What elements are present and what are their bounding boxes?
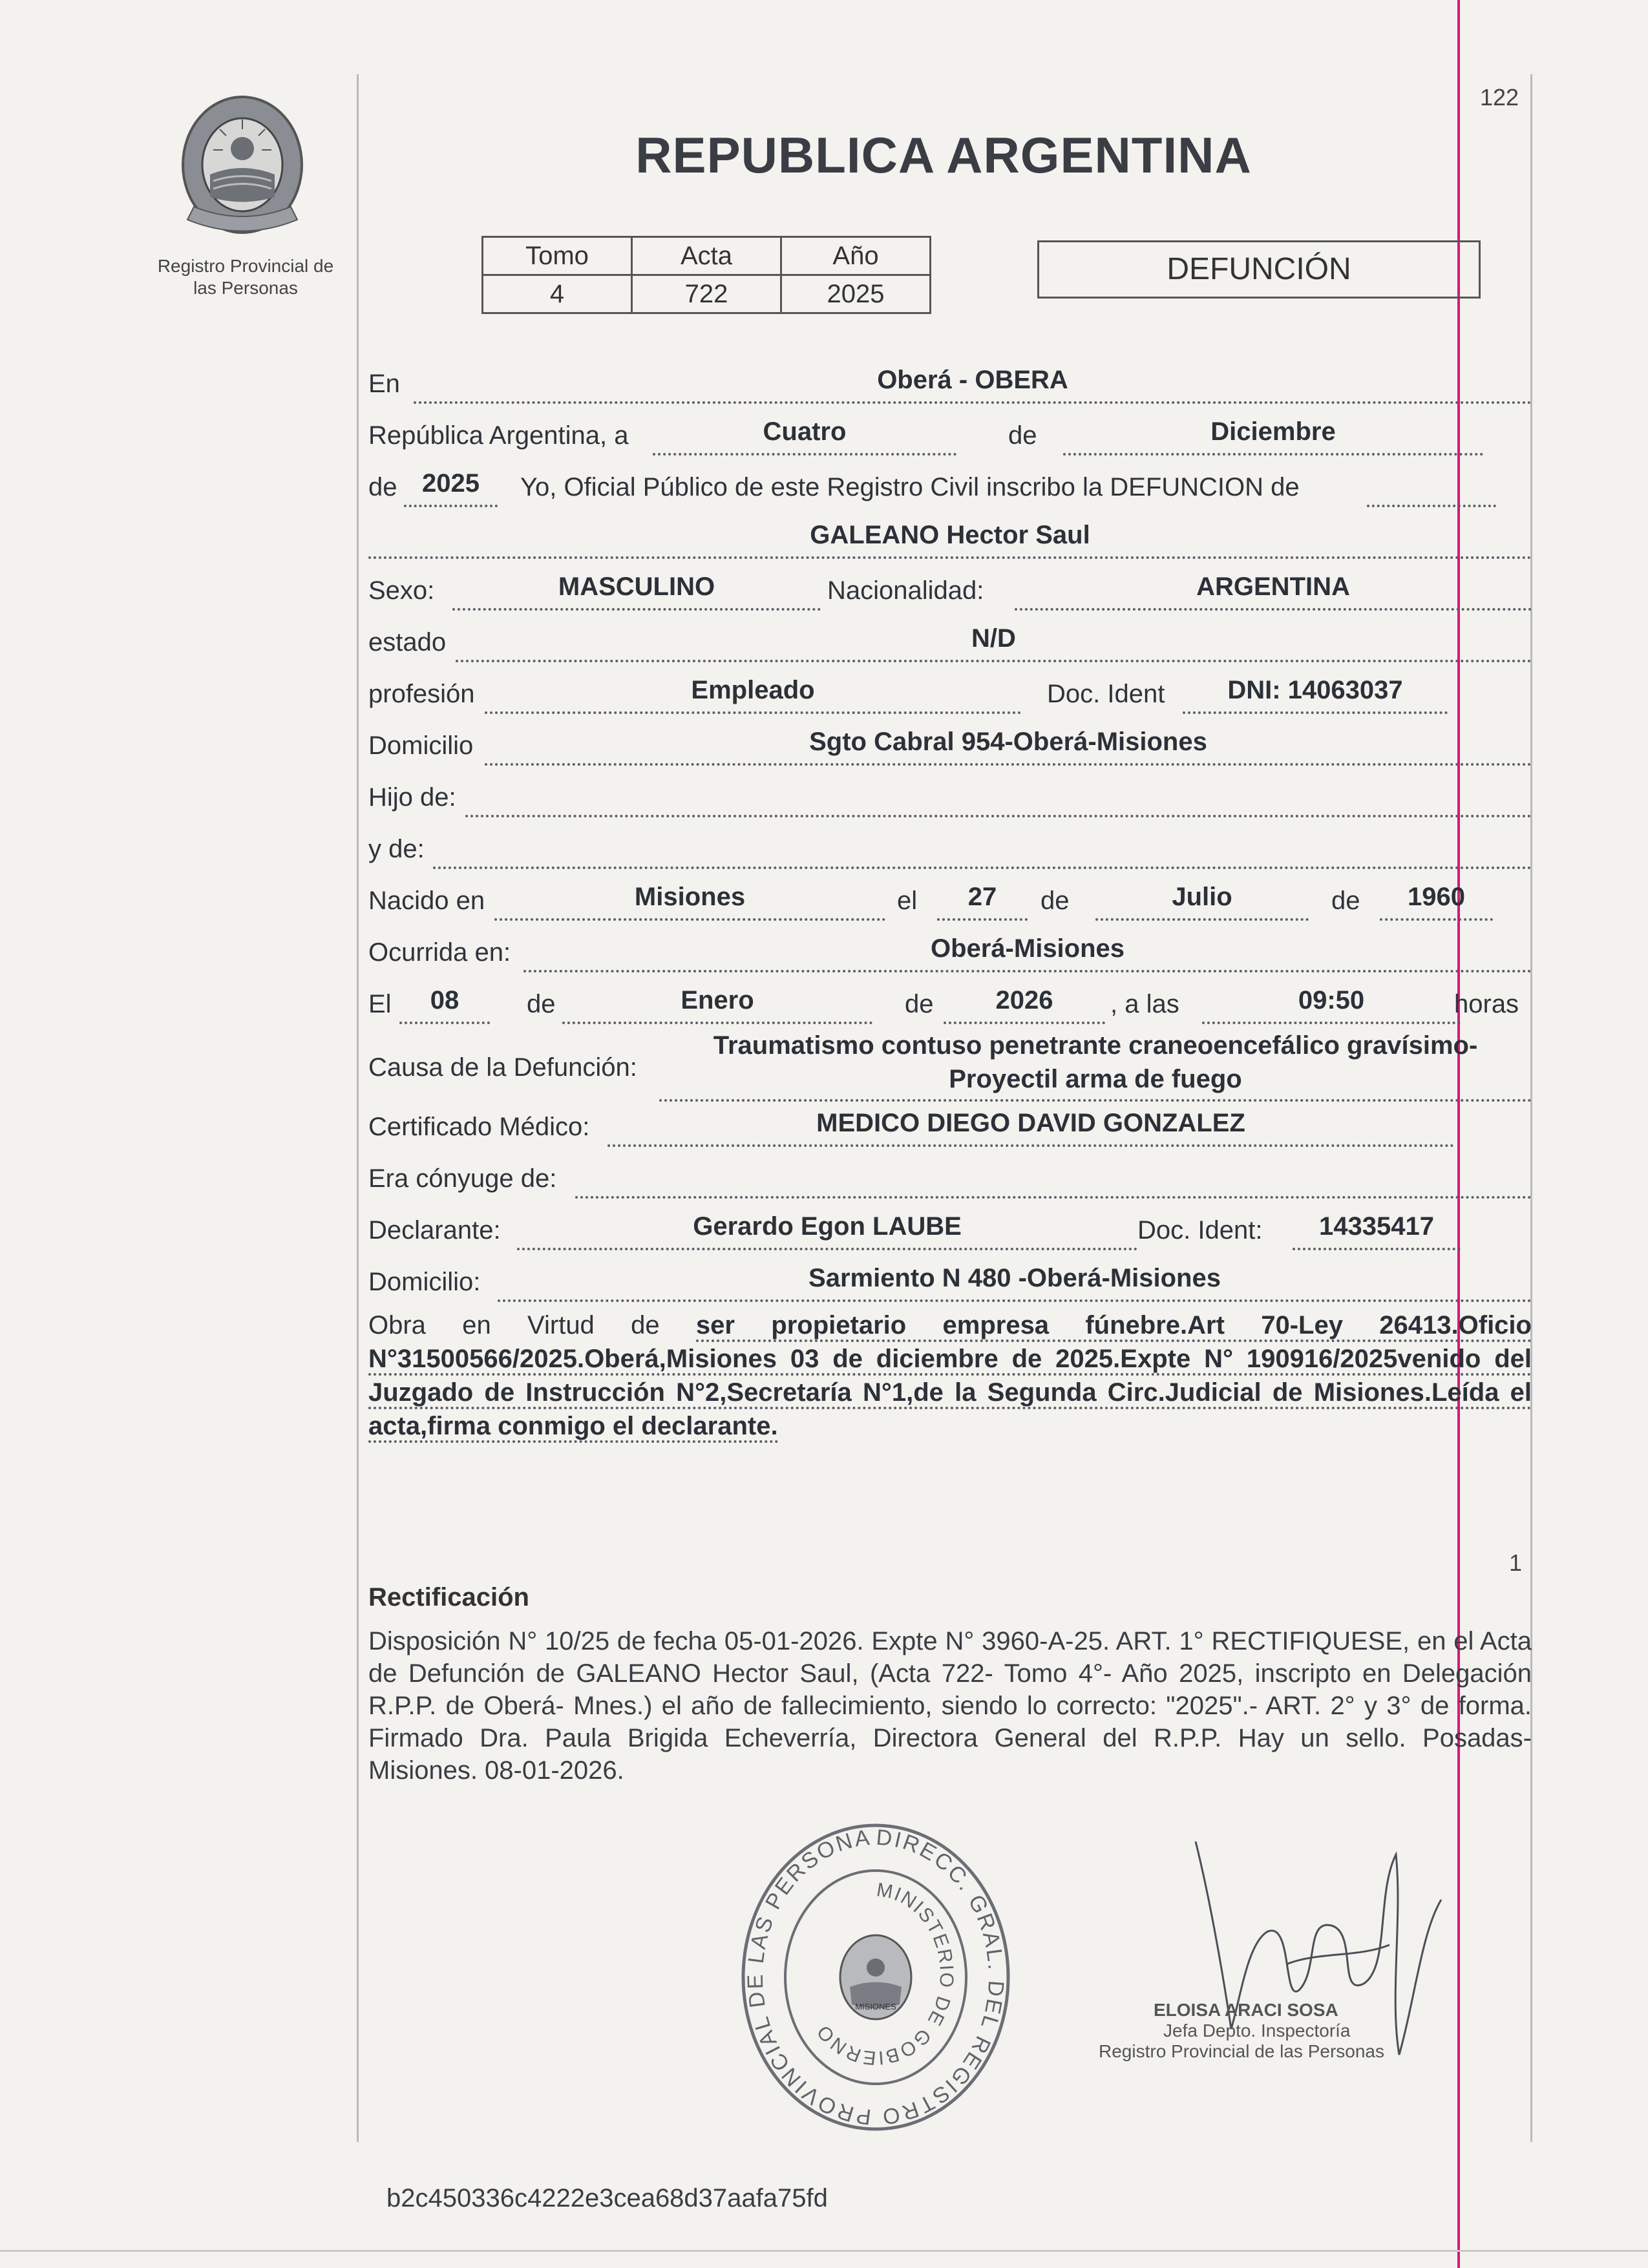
sexo-value: MASCULINO (558, 572, 715, 601)
doc-label: Doc. Ident (1047, 680, 1165, 708)
fall-anio-value: 2026 (995, 986, 1053, 1014)
obra-value: ser propietario empresa fúnebre.Art 70-Ley 26413.Oficio N°31500566/2025.Oberá,Misiones 03 de diciembre de 2025.Expte N° 190916/2025venido del Juzgado de Instrucción N°2,Secretaría N°1,de la Segunda Circ.Judicial de Misiones.Leída el acta,firma conmigo el declarante. (368, 1311, 1532, 1443)
conyuge-line (575, 1162, 1532, 1199)
de4-label: de (1331, 887, 1360, 915)
acta-table (481, 236, 931, 314)
left-margin-line (357, 74, 359, 2142)
horas-label: horas (1454, 990, 1519, 1018)
registro-label-line-2: las Personas (193, 278, 298, 298)
row-hijo (368, 779, 1532, 817)
ocurrida-label: Ocurrida en: (368, 938, 511, 967)
oficial-line (1367, 471, 1496, 507)
tomo-header: Tomo (483, 237, 632, 275)
en-label: En (368, 370, 400, 398)
stamp-inner-text: MINISTERIO DE GOBIERNO (812, 1879, 958, 2069)
fall-dia-value: 08 (430, 986, 460, 1014)
row-causa (368, 1027, 1532, 1102)
anio-inscripcion: 2025 (422, 469, 480, 498)
signer-role: Jefa Depto. Inspectoría (1163, 2021, 1351, 2041)
row-fecha (368, 417, 1532, 456)
domicilio2-value: Sarmiento N 480 -Oberá-Misiones (808, 1264, 1221, 1292)
profesion-label: profesión (368, 680, 475, 708)
registro-label-line-1: Registro Provincial de (157, 256, 334, 276)
domicilio-value: Sgto Cabral 954-Oberá-Misiones (809, 728, 1207, 756)
row-sexo (368, 572, 1532, 611)
signer-block (1092, 2000, 1454, 2062)
row-ocurrida (368, 934, 1532, 972)
nacido-anio-value: 1960 (1408, 883, 1465, 911)
rectificacion-number: 1 (1509, 1549, 1523, 1576)
row-estado (368, 624, 1532, 662)
stamp-center-text: MISIONES (855, 2002, 896, 2011)
causa-label: Causa de la Defunción: (368, 1053, 637, 1082)
nacido-label: Nacido en (368, 887, 485, 915)
el-label: el (897, 887, 918, 915)
rectificacion-title: Rectificación (368, 1583, 529, 1612)
stamp-ring-text: DIRECC. GRAL. DEL REGISTRO PROVINCIAL DE LAS PERSONA (743, 1825, 1009, 2130)
mes-value: Diciembre (1210, 417, 1336, 446)
doc2-value: 14335417 (1319, 1212, 1434, 1241)
doc2-label: Doc. Ident: (1137, 1216, 1263, 1244)
nacionalidad-label: Nacionalidad: (827, 576, 984, 605)
dia-value: Cuatro (763, 417, 847, 446)
anio-header: Año (781, 237, 931, 275)
lugar-value: Oberá - OBERA (877, 366, 1068, 394)
obra-paragraph (368, 1308, 1532, 1443)
row-conyuge (368, 1160, 1532, 1199)
nombre-value: GALEANO Hector Saul (810, 521, 1090, 549)
el2-label: El (368, 990, 392, 1018)
row-oficial (368, 468, 1532, 507)
certificado-value: MEDICO DIEGO DAVID GONZALEZ (816, 1109, 1245, 1137)
hijo-label: Hijo de: (368, 783, 456, 812)
signer-name: ELOISA ARACI SOSA (1154, 2000, 1338, 2020)
alas-label: , a las (1110, 990, 1179, 1018)
page-title: REPUBLICA ARGENTINA (635, 127, 1252, 184)
de6-label: de (905, 990, 934, 1018)
acta-value: 722 (632, 275, 781, 313)
de3-label: de (1041, 887, 1070, 915)
row-declarante (368, 1212, 1532, 1250)
acta-header: Acta (632, 237, 781, 275)
causa-line-1: Traumatismo contuso penetrante craneoencefálico gravísimo- (713, 1031, 1478, 1060)
row-profesion (368, 675, 1532, 714)
registro-label (129, 255, 362, 299)
hijo-line (465, 781, 1532, 817)
signer-org: Registro Provincial de las Personas (1099, 2041, 1384, 2061)
causa-line-2: Proyectil arma de fuego (949, 1065, 1242, 1093)
row-nacido (368, 882, 1532, 921)
registro-stamp (730, 1816, 1021, 2139)
document-hash: b2c450336c4222e3cea68d37aafa75fd (386, 2184, 828, 2212)
row-domicilio2 (368, 1263, 1532, 1302)
bottom-edge-line (0, 2250, 1648, 2252)
conyuge-label: Era cónyuge de: (368, 1164, 557, 1193)
ocurrida-value: Oberá-Misiones (930, 934, 1125, 963)
yde-label: y de: (368, 835, 425, 863)
row-certificado (368, 1108, 1532, 1147)
nacido-mes-value: Julio (1172, 883, 1232, 911)
tomo-value: 4 (483, 275, 632, 313)
row-fallecimiento (368, 985, 1532, 1024)
row-yde (368, 830, 1532, 869)
doc-value: DNI: 14063037 (1227, 676, 1403, 704)
row-domicilio (368, 727, 1532, 766)
sexo-label: Sexo: (368, 576, 435, 605)
oficial-text: Yo, Oficial Público de este Registro Civil inscribo la DEFUNCION de (520, 473, 1300, 501)
profesion-value: Empleado (691, 676, 815, 704)
de-label: de (1008, 421, 1037, 450)
estado-label: estado (368, 628, 447, 656)
row-en (368, 365, 1532, 404)
rectificacion-body: Disposición N° 10/25 de fecha 05-01-2026. Expte N° 3960-A-25. ART. 1° RECTIFIQUESE, en el Acta de Defunción de GALEANO Hector Saul, (Acta 722- Tomo 4°- Año 2025, inscripto en Delegación R.P.P. de Oberá- Mnes.) el año de fallecimiento, siendo lo correcto: "2025".- ART. 2° y 3° de forma. Firmado Dra. Paula Brigida Echeverría, Directora General del R.P.P. Hay un sello. Posadas- Misiones. 08-01-2026. (368, 1627, 1532, 1785)
anio-value: 2025 (781, 275, 931, 313)
estado-value: N/D (971, 624, 1016, 653)
fall-mes-value: Enero (681, 986, 754, 1014)
hora-value: 09:50 (1298, 986, 1365, 1014)
de5-label: de (527, 990, 556, 1018)
declarante-label: Declarante: (368, 1216, 501, 1244)
republica-label: República Argentina, a (368, 421, 629, 450)
nacido-lugar-value: Misiones (634, 883, 746, 911)
certificado-label: Certificado Médico: (368, 1113, 590, 1141)
declarante-value: Gerardo Egon LAUBE (693, 1212, 962, 1241)
domicilio2-label: Domicilio: (368, 1268, 481, 1296)
tipo-acta-box: DEFUNCIÓN (1037, 240, 1481, 299)
provincia-seal-icon (174, 90, 310, 239)
page-number: 122 (1480, 84, 1519, 110)
domicilio-label: Domicilio (368, 731, 474, 760)
nacido-dia-value: 27 (967, 883, 997, 911)
de2-label: de (368, 473, 397, 501)
nacionalidad-value: ARGENTINA (1196, 572, 1350, 601)
obra-label: Obra en Virtud de (368, 1311, 660, 1339)
row-nombre (368, 520, 1532, 559)
yde-line (433, 833, 1532, 869)
